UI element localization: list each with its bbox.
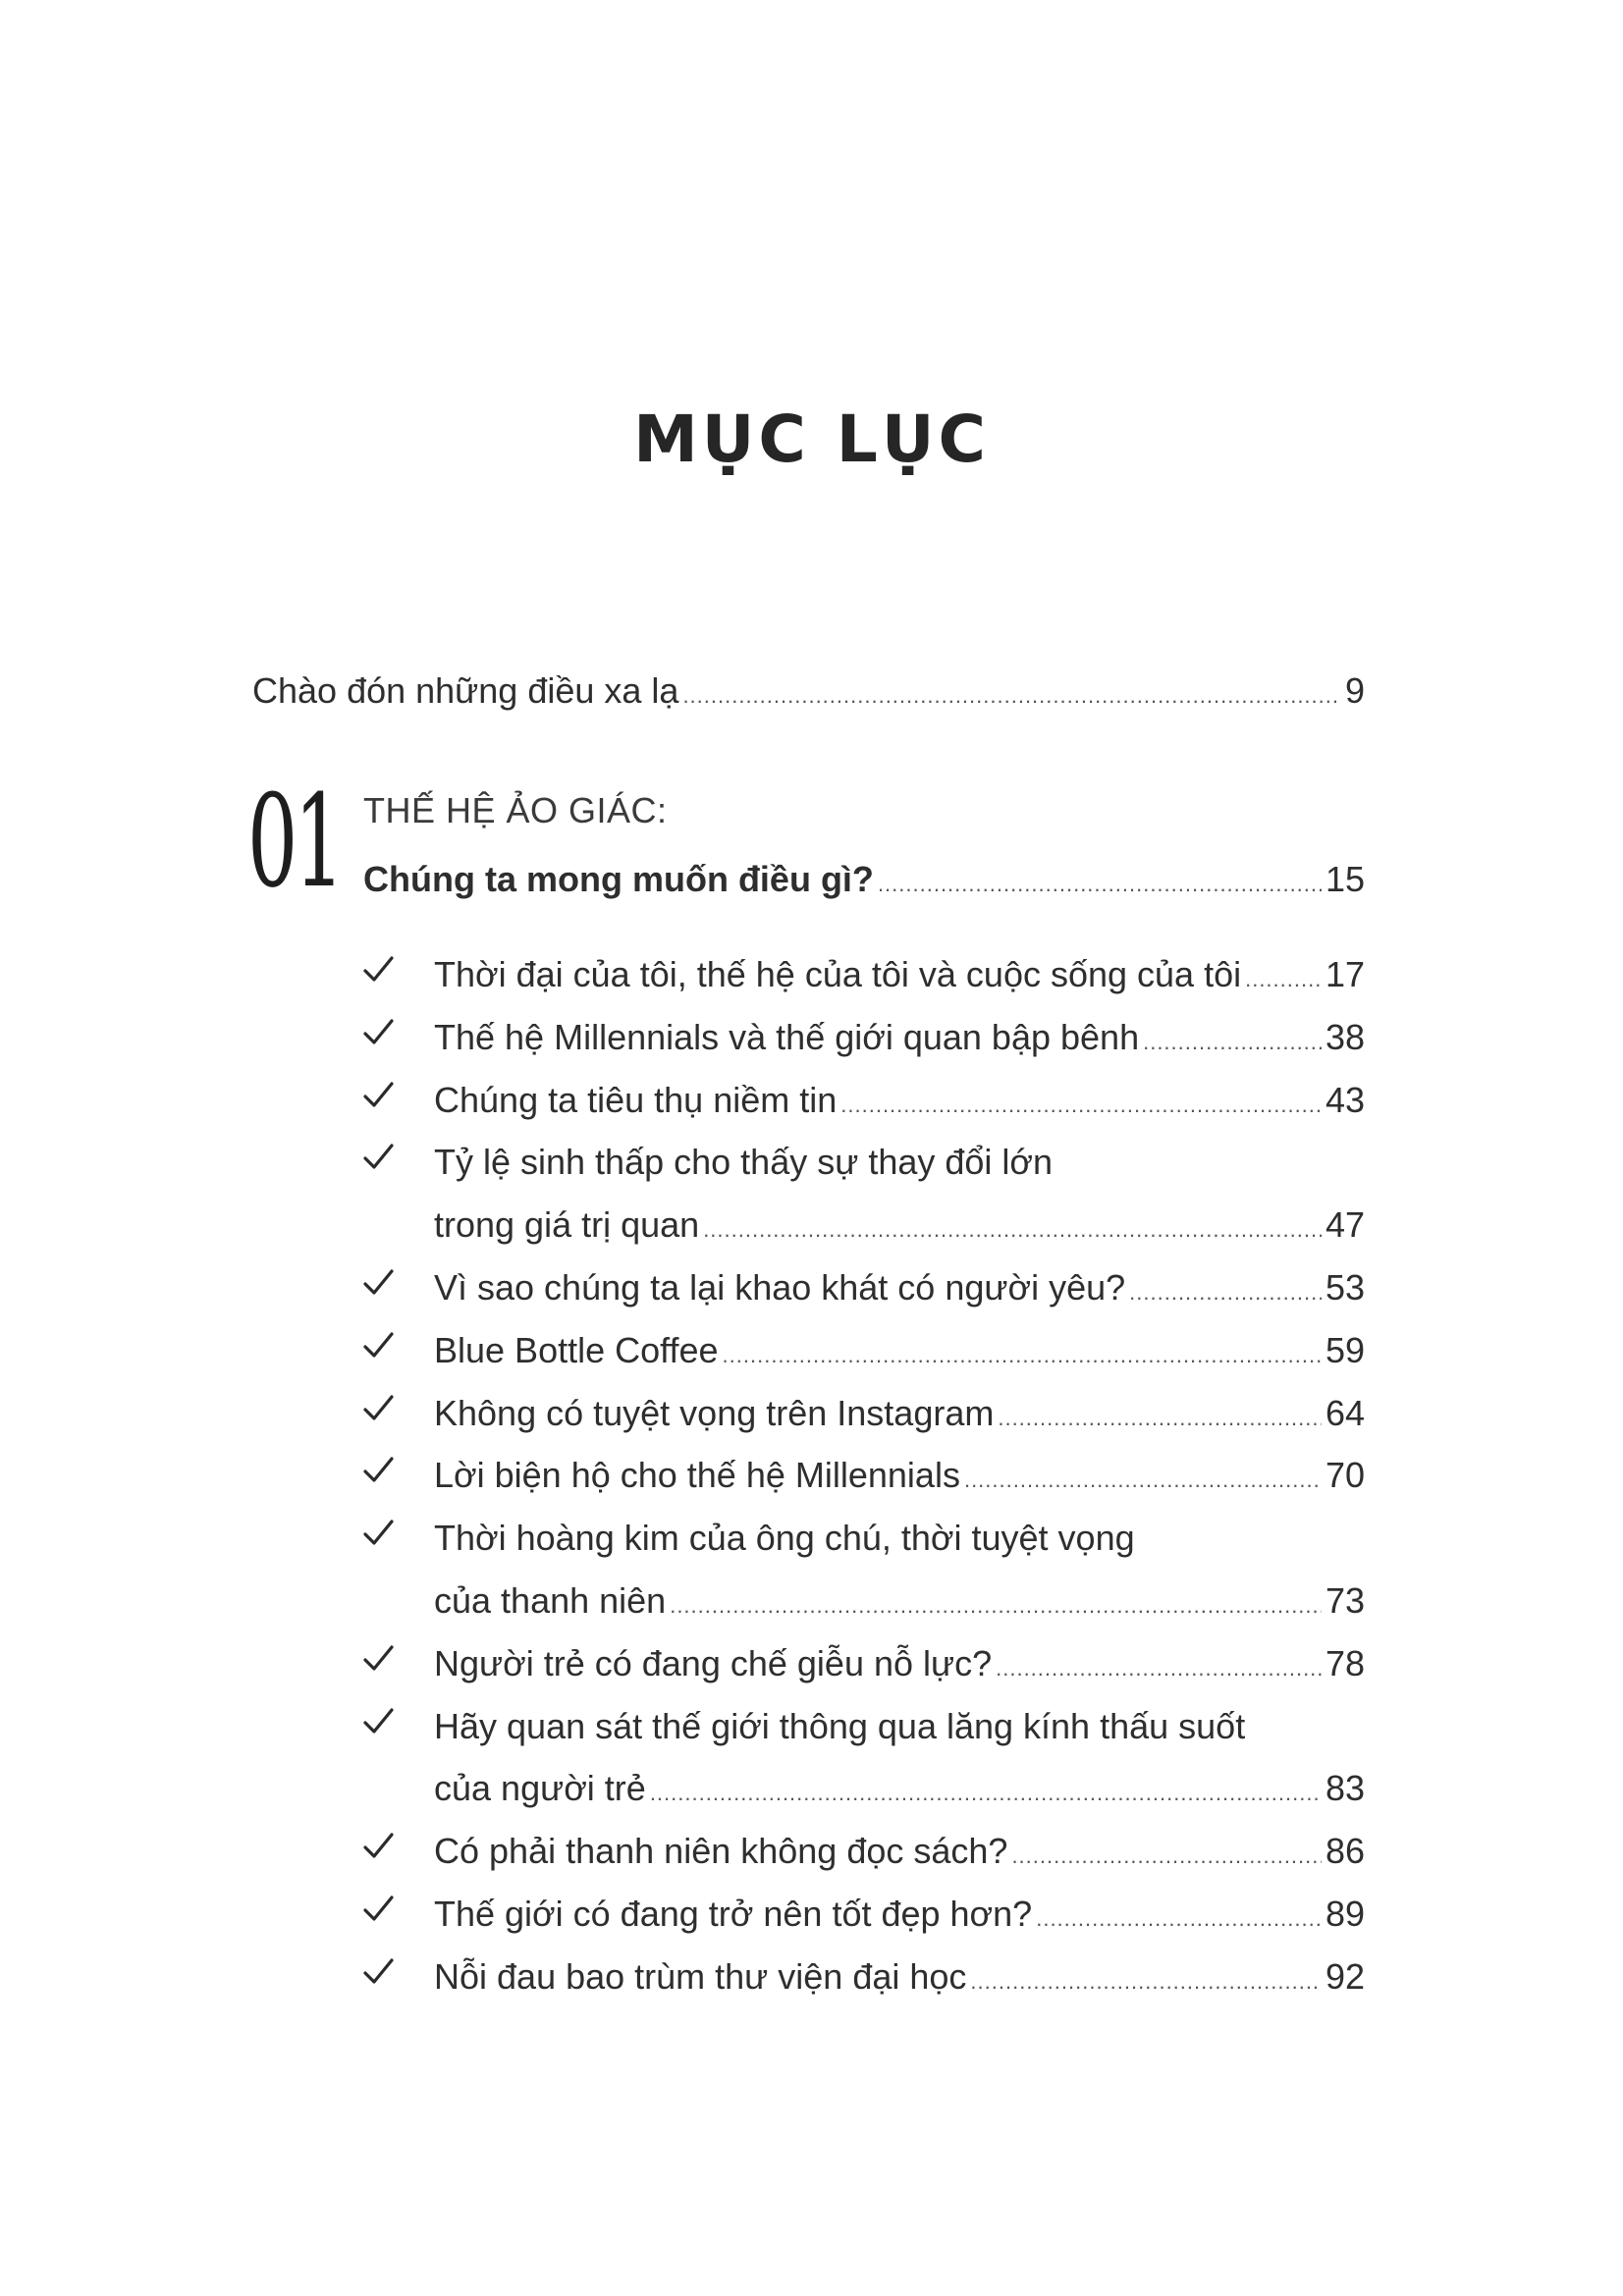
- check-icon: [361, 1016, 395, 1049]
- toc-entry-chapter-subtitle[interactable]: [363, 859, 1365, 899]
- toc-page-number: 64: [1325, 1392, 1365, 1433]
- dot-leader: [996, 1658, 1322, 1680]
- toc-page-number: 43: [1325, 1079, 1365, 1120]
- toc-item-label-continued: trong giá trị quan: [434, 1204, 700, 1246]
- toc-item[interactable]: [434, 1329, 1365, 1370]
- toc-item-label: Người trẻ có đang chế giễu nỗ lực?: [434, 1642, 993, 1683]
- dot-leader: [878, 874, 1322, 895]
- toc-item-label[interactable]: Thời hoàng kim của ông chú, thời tuyệt vọng: [434, 1518, 1135, 1559]
- check-icon: [361, 1266, 395, 1300]
- check-icon: [361, 953, 395, 987]
- check-icon: [361, 1141, 395, 1174]
- toc-page-number: 89: [1325, 1894, 1365, 1934]
- toc-item[interactable]: [434, 1267, 1365, 1308]
- toc-item-label: Chúng ta tiêu thụ niềm tin: [434, 1079, 838, 1120]
- toc-item-label: Thế hệ Millennials và thế giới quan bập bênh: [434, 1016, 1140, 1057]
- toc-item[interactable]: [434, 1455, 1365, 1496]
- toc-item-label: Nỗi đau bao trùm thư viện đại học: [434, 1955, 967, 1997]
- check-icon: [361, 1454, 395, 1487]
- dot-leader: [964, 1469, 1322, 1491]
- check-icon: [361, 1079, 395, 1112]
- dot-leader: [682, 685, 1341, 707]
- toc-item-label: Thế giới có đang trở nên tốt đẹp hơn?: [434, 1894, 1033, 1934]
- check-icon: [361, 1329, 395, 1362]
- dot-leader: [650, 1783, 1322, 1804]
- toc-item-label: Không có tuyệt vọng trên Instagram: [434, 1392, 995, 1433]
- toc-item-label: Lời biện hộ cho thế hệ Millennials: [434, 1455, 960, 1496]
- toc-page-number: 47: [1325, 1204, 1365, 1246]
- check-icon: [361, 1642, 395, 1676]
- toc-item[interactable]: [434, 1642, 1365, 1683]
- toc-item[interactable]: [434, 1831, 1365, 1872]
- dot-leader: [1129, 1282, 1322, 1304]
- toc-item[interactable]: [434, 1896, 1365, 1932]
- toc-page-number: 83: [1325, 1768, 1365, 1809]
- check-icon: [361, 1955, 395, 1989]
- toc-entry-intro[interactable]: [252, 670, 1365, 711]
- toc-item-label: Thời đại của tôi, thế hệ của tôi và cuộc sống của tôi: [434, 954, 1242, 994]
- toc-entry-label: Chào đón những điều xa lạ: [252, 670, 679, 711]
- page-title: MỤC LỤC: [633, 401, 990, 477]
- toc-item[interactable]: [434, 1955, 1365, 1997]
- toc-page-number: 73: [1325, 1580, 1365, 1621]
- chapter-number: 01: [247, 767, 342, 916]
- toc-item-label[interactable]: Hãy quan sát thế giới thông qua lăng kính thấu suốt: [434, 1705, 1246, 1746]
- toc-item-label: Blue Bottle Coffee: [434, 1329, 719, 1370]
- toc-item[interactable]: [434, 1079, 1365, 1120]
- check-icon: [361, 1830, 395, 1863]
- toc-item-label: Có phải thanh niên không đọc sách?: [434, 1831, 1008, 1872]
- toc-page-number: 9: [1344, 670, 1365, 711]
- toc-item[interactable]: [434, 1768, 1365, 1809]
- toc-page-number: 17: [1325, 954, 1365, 994]
- check-icon: [361, 1705, 395, 1738]
- toc-item-label[interactable]: Tỷ lệ sinh thấp cho thấy sự thay đổi lớn: [434, 1142, 1054, 1183]
- check-icon: [361, 1392, 395, 1425]
- toc-item-label-continued: của người trẻ: [434, 1768, 646, 1809]
- toc-page-number: 86: [1325, 1831, 1365, 1872]
- dot-leader: [840, 1095, 1322, 1116]
- dot-leader: [1143, 1032, 1322, 1053]
- dot-leader: [998, 1408, 1322, 1429]
- dot-leader: [670, 1595, 1322, 1617]
- chapter-heading: THẾ HỆ ẢO GIÁC:: [363, 790, 668, 830]
- toc-page-number: 59: [1325, 1329, 1365, 1370]
- toc-page-number: 38: [1325, 1016, 1365, 1057]
- toc-page-number: 70: [1325, 1455, 1365, 1496]
- toc-item[interactable]: [434, 954, 1365, 994]
- check-icon: [361, 1893, 395, 1926]
- dot-leader: [703, 1219, 1322, 1241]
- toc-item[interactable]: [434, 1016, 1365, 1057]
- check-icon: [361, 1517, 395, 1550]
- toc-page-number: 78: [1325, 1642, 1365, 1683]
- toc-item-label-continued: của thanh niên: [434, 1580, 667, 1621]
- chapter-subtitle: Chúng ta mong muốn điều gì?: [363, 859, 874, 899]
- dot-leader: [970, 1971, 1322, 1993]
- toc-item-label: Vì sao chúng ta lại khao khát có người yêu?: [434, 1267, 1126, 1308]
- toc-item[interactable]: [434, 1580, 1365, 1621]
- toc-item[interactable]: [434, 1204, 1365, 1246]
- toc-page-number: 15: [1325, 859, 1365, 899]
- toc-page-number: 92: [1325, 1955, 1365, 1997]
- toc-item[interactable]: [434, 1392, 1365, 1433]
- dot-leader: [1245, 969, 1322, 990]
- dot-leader: [723, 1345, 1322, 1366]
- toc-page-number: 53: [1325, 1267, 1365, 1308]
- dot-leader: [1011, 1845, 1322, 1867]
- dot-leader: [1036, 1908, 1322, 1930]
